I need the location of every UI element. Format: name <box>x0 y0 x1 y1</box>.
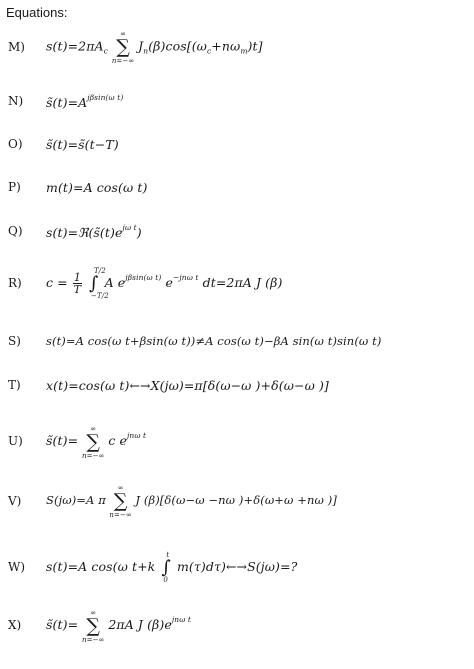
equation-label: U) <box>8 434 23 448</box>
equation-t <box>8 374 470 396</box>
summation-symbol: ∞ ∑ n=−∞ <box>82 608 105 644</box>
equation-body: $s̃(t)=A^{j\beta sin(\omega t)}$ <box>46 92 124 110</box>
equation-body: s(t)=A cos(ω t+βsin(ω t))≠A cos(ω t)−βA sin(ω t)sin(ω t) <box>46 334 382 348</box>
equation-label: P) <box>8 180 21 194</box>
equation-o <box>8 133 470 155</box>
integral-symbol: ∫ t 0 <box>161 550 171 584</box>
integral-symbol: ∫ T/2 −T/2 <box>89 266 109 300</box>
equation-body: m(t)=A cos(ω t) <box>46 179 148 195</box>
equation-u <box>8 424 470 460</box>
equation-body: S(jω)=A π ∞ ∑ n=−∞ J (β)[δ(ω−ω −nω )+δ(ω+ω +nω )] <box>46 484 337 519</box>
equation-body: c = $\frac{1}{T}$ ∫ T/2 −T/2 A $e^{j\beta sin(\omega t)}$ $e^{-jn\omega t}$ dt=2πA J (β) <box>46 266 283 300</box>
equation-label: V) <box>8 494 22 508</box>
equation-n <box>8 90 470 112</box>
equation-w <box>8 552 470 582</box>
equation-v <box>8 484 470 519</box>
equation-q <box>8 220 470 242</box>
equation-label: O) <box>8 137 23 151</box>
equation-body: s̃(t)=s̃(t−T) <box>46 136 119 152</box>
equation-r <box>8 268 470 298</box>
equation-label: R) <box>8 276 22 290</box>
equation-body: $s(t)=2\pi A_c$ ∞ ∑ n=−∞ $J_n(\beta)\cos[(\omega_c+n\omega_m)t]$ <box>46 30 263 65</box>
equation-body: x(t)=cos(ω t)←→X(jω)=π[δ(ω−ω )+δ(ω−ω )] <box>46 377 329 393</box>
equation-label: Q) <box>8 224 23 238</box>
fraction: $\frac{1}{T}$ <box>73 270 82 296</box>
equation-x <box>8 608 470 644</box>
equation-label: S) <box>8 334 21 348</box>
equation-body: s(t)=A cos(ω t+k ∫ t 0 m(τ)dτ)←→S(jω)=? <box>46 550 298 584</box>
page-title: Equations: <box>6 5 68 20</box>
equation-label: N) <box>8 94 24 108</box>
equation-s <box>8 330 470 352</box>
equation-m <box>8 30 470 65</box>
equation-body: s̃(t)= ∞ ∑ n=−∞ c $e^{jn\omega t}$ <box>46 424 147 460</box>
equation-p <box>8 176 470 198</box>
equation-label: X) <box>8 618 22 632</box>
equation-body: s̃(t)= ∞ ∑ n=−∞ 2πA J $(\beta)e^{jn\omega t}$ <box>46 608 192 644</box>
equation-label: M) <box>8 40 25 54</box>
summation-symbol: ∞ ∑ n=−∞ <box>109 484 132 519</box>
summation-symbol: ∞ ∑ n=−∞ <box>82 424 105 460</box>
equation-label: T) <box>8 378 21 392</box>
summation-symbol: ∞ ∑ n=−∞ <box>111 30 135 65</box>
equation-body: $s(t)=ℜ(s̃(t)e^{j\omega t})$ <box>46 222 142 240</box>
equation-label: W) <box>8 560 26 574</box>
